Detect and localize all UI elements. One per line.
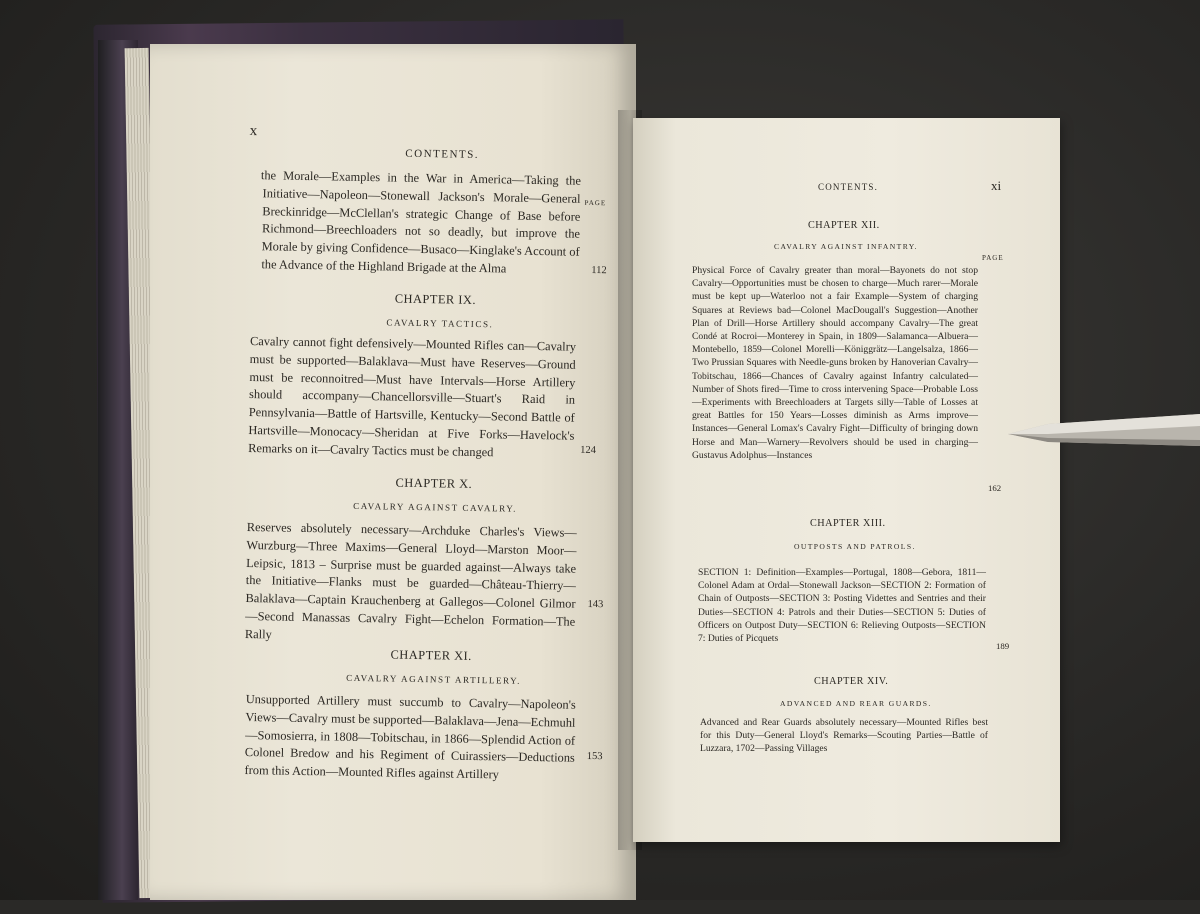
continuation-text: the Morale—Examples in the War in America—Taking the Initiative—Napoleon—Stonewall Jackson's Morale—General Breckinridge—McClellan's strategic Change of Base before Richmond—Breechloaders not so deadly, but improve the Morale by giving Confidence—Busaco—Kinglake's Account of the Advance of the Highland Brigade at the Alma xyxy=(260,168,582,276)
chapter-title: CHAPTER XI. xyxy=(390,647,472,663)
left-folio: x xyxy=(249,122,259,140)
chapter-subtitle: CAVALRY AGAINST ARTILLERY. xyxy=(346,672,522,686)
chapter-subtitle: CAVALRY AGAINST CAVALRY. xyxy=(353,500,518,514)
chapter-title: CHAPTER XII. xyxy=(808,220,880,231)
chapter-summary: Reserves absolutely necessary—Archduke Charles's Views—Wurzburg—Three Maxims—General Lloyd—Marston Moor—Leipsic, 1813 – Surprise must be guarded against—Always take the Initiative—Flanks must be guarded—Château-Thierry—Balaklava—Captain Krauchenberg at Gallegos—Colonel Gilmor—Second Manassas Cavalry Fight—Echelon Formation—The Rally xyxy=(244,519,577,642)
right-folio: xi xyxy=(991,178,1002,193)
chapter-subtitle: ADVANCED AND REAR GUARDS. xyxy=(780,699,932,708)
right-running-head: CONTENTS. xyxy=(818,182,879,192)
chapter-summary: Advanced and Rear Guards absolutely necessary—Mounted Rifles best for this Duty—General Lloyd's Remarks—Scouting Parties—Battle of Luzzara, 1702—Passing Villages xyxy=(700,717,988,755)
chapter-page: 124 xyxy=(580,444,597,457)
chapter-summary: Unsupported Artillery must succumb to Cavalry—Napoleon's Views—Cavalry must be supported—Balaklava—Jena—Echmuhl—Somosierra, in 1808—Tobitschau, in 1866—Splendid Action of Colonel Bredow and his Regiment of Cuirassiers—Deductions from this Action—Mounted Rifles against Artillery xyxy=(244,691,576,782)
chapter-title: CHAPTER XIV. xyxy=(814,676,889,687)
left-page-label: PAGE xyxy=(584,198,607,208)
chapter-title: CHAPTER X. xyxy=(395,475,473,491)
chapter-summary: SECTION 1: Definition—Examples—Portugal, 1808—Gebora, 1811—Colonel Adam at Ordal—Stonewall Jackson—SECTION 2: Formation of Chain of Outposts—SECTION 3: Posting Videttes and Sentries and their Duties—SECTION 4: Patrols and their Duties—SECTION 5: Duties of Officers on Outpost Duty—SECTION 6: Relieving Outposts—SECTION 7: Duties of Picquets xyxy=(698,567,986,645)
chapter-page: 153 xyxy=(586,750,603,763)
chapter-summary: Cavalry cannot fight defensively—Mounted Rifles can—Cavalry must be supported—Balaklava—Must have Reserves—Ground must be reconnoitred—Must have Intervals—Horse Artillery should accompany—Chancellorsville—Stuart's Raid in Pennsylvania—Battle of Hartsville, Kentucky—Second Battle of Hartsville—Monocacy—Sheridan at Five Forks—Havelock's Remarks on it—Cavalry Tactics must be changed xyxy=(248,334,577,460)
chapter-title: CHAPTER IX. xyxy=(394,291,477,307)
chapter-page: 143 xyxy=(587,598,604,611)
left-running-head: CONTENTS. xyxy=(405,147,480,161)
right-page-label: PAGE xyxy=(982,254,1004,262)
chapter-page: 189 xyxy=(996,641,1010,651)
chapter-subtitle: CAVALRY TACTICS. xyxy=(386,317,494,330)
continuation-page: 112 xyxy=(591,264,607,277)
chapter-subtitle: OUTPOSTS AND PATROLS. xyxy=(794,542,916,551)
chapter-title: CHAPTER XIII. xyxy=(810,518,886,529)
chapter-summary: Physical Force of Cavalry greater than moral—Bayonets do not stop Cavalry—Opportunities must be chosen to charge—Much rarer—Morale must be kept up—Waterloo not a fair Example—System of charging Squares at Reviews bad—Colonel MacDougall's Suggestion—Another Plan of Drill—Horse Artillery should accompany Cavalry—The great Condé at Rocroi—Monterey in Spain, in 1809—Salamanca—Albuera—Montebello, 1859—Colonel Morelli—Königgrätz—Langelsalza, 1866—Two Prussian Squares with Needle-guns broken by Hanoverian Cavalry—Tobitschau, 1866—Chances of Cavalry against Infantry calculated—Number of Shots fired—Time to cross intervening Space—Probable Loss—Experiments with Breechloaders at Targets silly—Table of Losses at great Battles for 150 Years—Losses diminish as Arms improve—Instances—General Lomax's Cavalry Fight—Difficulty of bringing down Horse and Man—Warnery—Revolvers should be used in charging—Gustavus Adolphus—Instances xyxy=(692,265,978,461)
chapter-subtitle: CAVALRY AGAINST INFANTRY. xyxy=(774,242,918,251)
chapter-page: 162 xyxy=(988,483,1002,493)
